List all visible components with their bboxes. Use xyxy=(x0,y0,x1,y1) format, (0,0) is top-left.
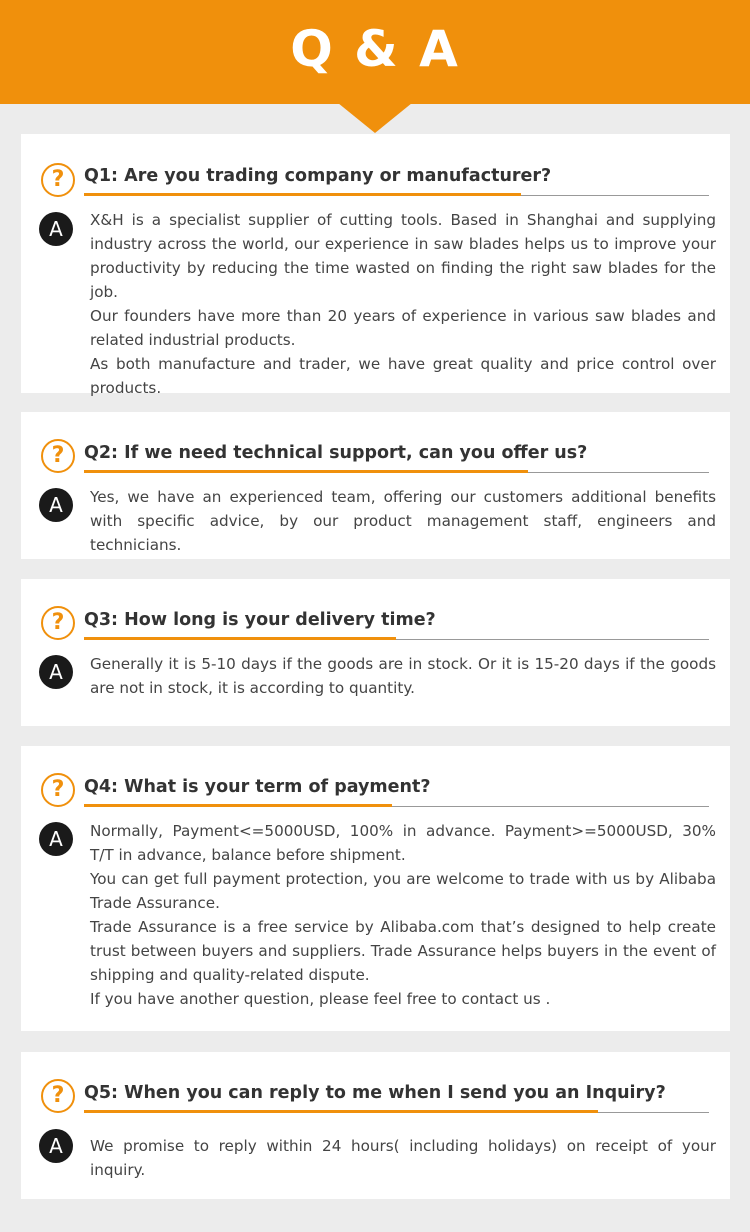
answer-paragraph: Our founders have more than 20 years of experience in various saw blades and related industrial products. xyxy=(90,307,716,349)
answer-icon: A xyxy=(39,1129,73,1163)
answer-paragraph: You can get full payment protection, you are welcome to trade with us by Alibaba Trade Assurance. xyxy=(90,870,716,912)
faq-card-2 xyxy=(21,412,730,559)
answer-paragraph: Normally, Payment<=5000USD, 100% in advance. Payment>=5000USD, 30% T/T in advance, balance before shipment. xyxy=(90,822,716,864)
answer-paragraph: We promise to reply within 24 hours( including holidays) on receipt of your inquiry. xyxy=(90,1137,716,1179)
question-text: Q5: When you can reply to me when I send you an Inquiry? xyxy=(84,1083,666,1103)
question-mark-icon: ? xyxy=(41,773,75,807)
answer-text xyxy=(90,819,716,1011)
header-banner xyxy=(0,0,750,104)
question-mark-icon: ? xyxy=(41,163,75,197)
faq-card-4 xyxy=(21,746,730,1031)
answer-text xyxy=(90,1134,716,1182)
answer-icon: A xyxy=(39,655,73,689)
question-mark-icon: ? xyxy=(41,1079,75,1113)
question-text: Q1: Are you trading company or manufacturer? xyxy=(84,166,552,186)
answer-icon: A xyxy=(39,488,73,522)
answer-paragraph: X&H is a specialist supplier of cutting tools. Based in Shanghai and supplying industry across the world, our experience in saw blades helps us to improve your productivity by reducing the time wasted on finding the right saw blades for the job. xyxy=(90,211,716,301)
answer-icon: A xyxy=(39,212,73,246)
header-arrow-pointer xyxy=(338,103,412,133)
question-mark-icon: ? xyxy=(41,606,75,640)
faq-card-1 xyxy=(21,134,730,397)
faq-card-5 xyxy=(21,1052,730,1199)
question-text: Q3: How long is your delivery time? xyxy=(84,610,436,630)
answer-paragraph: Trade Assurance is a free service by Alibaba.com that’s designed to help create trust between buyers and suppliers. Trade Assurance helps buyers in the event of shipping and quality-related dispute. xyxy=(90,918,716,984)
page-title: Q & A xyxy=(290,20,460,78)
question-underline xyxy=(84,637,396,640)
question-underline xyxy=(84,470,528,473)
answer-paragraph: Yes, we have an experienced team, offering our customers additional benefits with specific advice, by our product management staff, engineers and technicians. xyxy=(90,488,716,554)
faq-card-3 xyxy=(21,579,730,726)
answer-icon: A xyxy=(39,822,73,856)
answer-text xyxy=(90,652,716,700)
question-text: Q4: What is your term of payment? xyxy=(84,777,431,797)
question-mark-icon: ? xyxy=(41,439,75,473)
answer-paragraph: Generally it is 5-10 days if the goods are in stock. Or it is 15-20 days if the goods are not in stock, it is according to quantity. xyxy=(90,655,716,697)
answer-text xyxy=(90,485,716,557)
answer-text xyxy=(90,208,716,400)
question-underline xyxy=(84,193,521,196)
question-underline xyxy=(84,804,392,807)
answer-paragraph: If you have another question, please feel free to contact us . xyxy=(90,990,551,1008)
question-underline xyxy=(84,1110,598,1113)
question-text: Q2: If we need technical support, can you offer us? xyxy=(84,443,588,463)
answer-paragraph: As both manufacture and trader, we have great quality and price control over products. xyxy=(90,355,716,397)
